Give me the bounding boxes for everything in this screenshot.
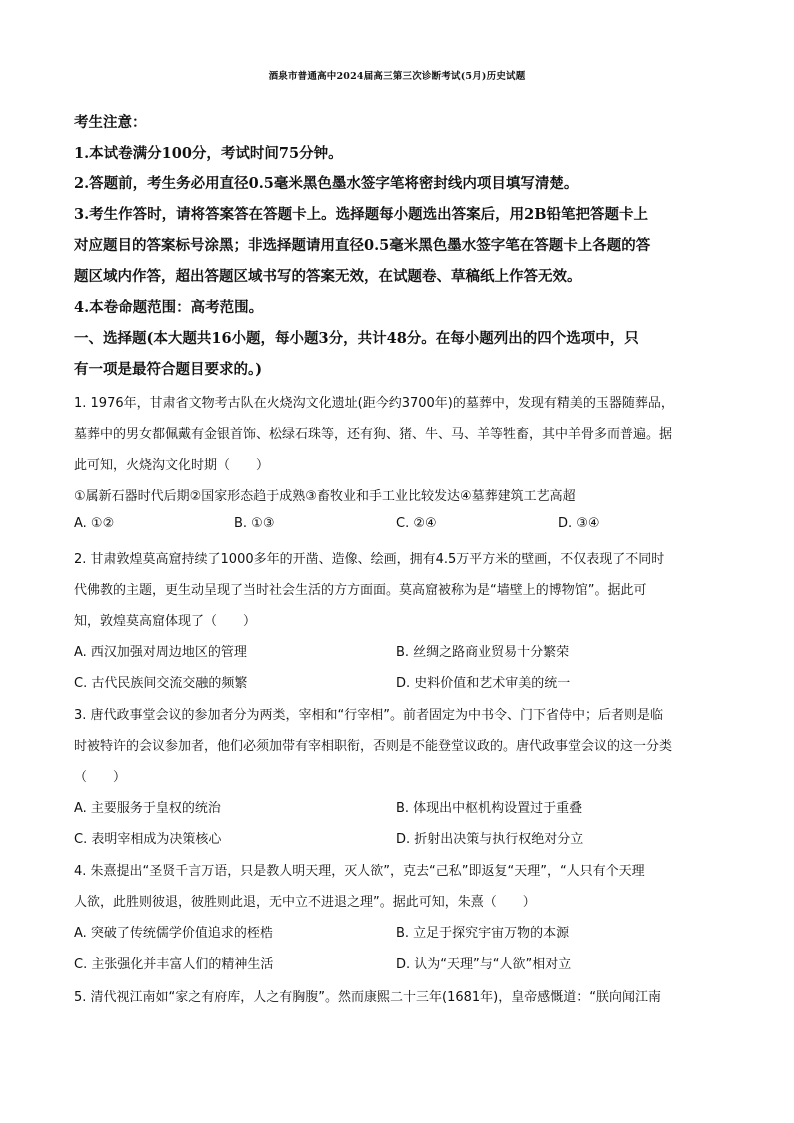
- q1-option-c: C. ②④: [396, 516, 437, 531]
- q1-line-2: 墓葬中的男女都佩戴有金银首饰、松绿石珠等，还有狗、猪、牛、马、羊等牲畜，其中羊骨多而普遍。据: [74, 427, 673, 442]
- q4-option-b: B. 立足于探究宇宙万物的本源: [396, 926, 570, 941]
- q1-statements: ①属新石器时代后期②国家形态趋于成熟③畜牧业和手工业比较发达④墓葬建筑工艺高超: [74, 489, 576, 504]
- q2-option-a: A. 西汉加强对周边地区的管理: [74, 645, 247, 660]
- q3-option-b: B. 体现出中枢机构设置过于重叠: [396, 801, 583, 816]
- section-heading-line-2: 有一项是最符合题目要求的。): [74, 361, 263, 378]
- q5-line-1: 5. 清代视江南如“家之有府库，人之有胸腹”。然而康熙二十三年(1681年)，皇帝感慨道：“朕向闻江南: [74, 990, 661, 1005]
- q4-option-a: A. 突破了传统儒学价值追求的桎梏: [74, 926, 273, 941]
- q3-line-2: 时被特许的会议参加者，他们必须加带有宰相职衔，否则是不能登堂议政的。唐代政事堂会议的这一分类: [74, 739, 673, 754]
- q1-option-b: B. ①③: [234, 516, 275, 531]
- exam-title: 酒泉市普通高中2024届高三第三次诊断考试(5月)历史试题: [268, 71, 526, 82]
- q2-line-3: 知，敦煌莫高窟体现了（ ）: [74, 614, 257, 629]
- notice-heading: 考生注意：: [74, 114, 147, 131]
- q2-option-c: C. 古代民族间交流交融的频繁: [74, 676, 248, 691]
- section-heading-line-1: 一、选择题(本大题共16小题，每小题3分，共计48分。在每小题列出的四个选项中，只: [74, 330, 639, 347]
- notice-line-3: 3.考生作答时，请将答案答在答题卡上。选择题每小题选出答案后，用2B铅笔把答题卡上: [74, 206, 648, 223]
- q1-line-3: 此可知，火烧沟文化时期（ ）: [74, 458, 270, 473]
- q2-option-d: D. 史料价值和艺术审美的统一: [396, 676, 571, 691]
- q4-option-d: D. 认为“天理”与“人欲”相对立: [396, 957, 572, 972]
- q1-option-d: D. ③④: [558, 516, 600, 531]
- q2-option-b: B. 丝绸之路商业贸易十分繁荣: [396, 645, 570, 660]
- notice-line-4: 对应题目的答案标号涂黑；非选择题请用直径0.5毫米黑色墨水签字笔在答题卡上各题的答: [74, 237, 651, 254]
- q1-line-1: 1. 1976年，甘肃省文物考古队在火烧沟文化遗址(距今约3700年)的墓葬中，发现有精美的玉器随葬品，: [74, 396, 674, 411]
- q4-line-1: 4. 朱熹提出“圣贤千言万语，只是教人明天理，灭人欲”，克去“己私”即返复“天理”，“人只有个天理: [74, 864, 645, 879]
- q3-line-1: 3. 唐代政事堂会议的参加者分为两类，宰相和“行宰相”。前者固定为中书令、门下省侍中；后者则是临: [74, 708, 664, 723]
- q3-option-a: A. 主要服务于皇权的统治: [74, 801, 221, 816]
- notice-line-1: 1.本试卷满分100分，考试时间75分钟。: [74, 145, 343, 162]
- notice-line-5: 题区域内作答，超出答题区域书写的答案无效，在试题卷、草稿纸上作答无效。: [74, 268, 582, 285]
- q3-option-d: D. 折射出决策与执行权绝对分立: [396, 832, 584, 847]
- q3-line-3: （ ）: [74, 770, 127, 785]
- notice-line-6: 4.本卷命题范围：高考范围。: [74, 299, 264, 316]
- q2-line-1: 2. 甘肃敦煌莫高窟持续了1000多年的开凿、造像、绘画，拥有4.5万平方米的壁画，不仅表现了不同时: [74, 552, 665, 567]
- q4-line-2: 人欲，此胜则彼退，彼胜则此退，无中立不进退之理”。据此可知，朱熹（ ）: [74, 895, 536, 910]
- q2-line-2: 代佛教的主题，更生动呈现了当时社会生活的方方面面。莫高窟被称为是“墙壁上的博物馆”。据此可: [74, 583, 647, 598]
- q1-option-a: A. ①②: [74, 516, 115, 531]
- q4-option-c: C. 主张强化并丰富人们的精神生活: [74, 957, 274, 972]
- notice-line-2: 2.答题前，考生务必用直径0.5毫米黑色墨水签字笔将密封线内项目填写清楚。: [74, 175, 579, 192]
- q3-option-c: C. 表明宰相成为决策核心: [74, 832, 222, 847]
